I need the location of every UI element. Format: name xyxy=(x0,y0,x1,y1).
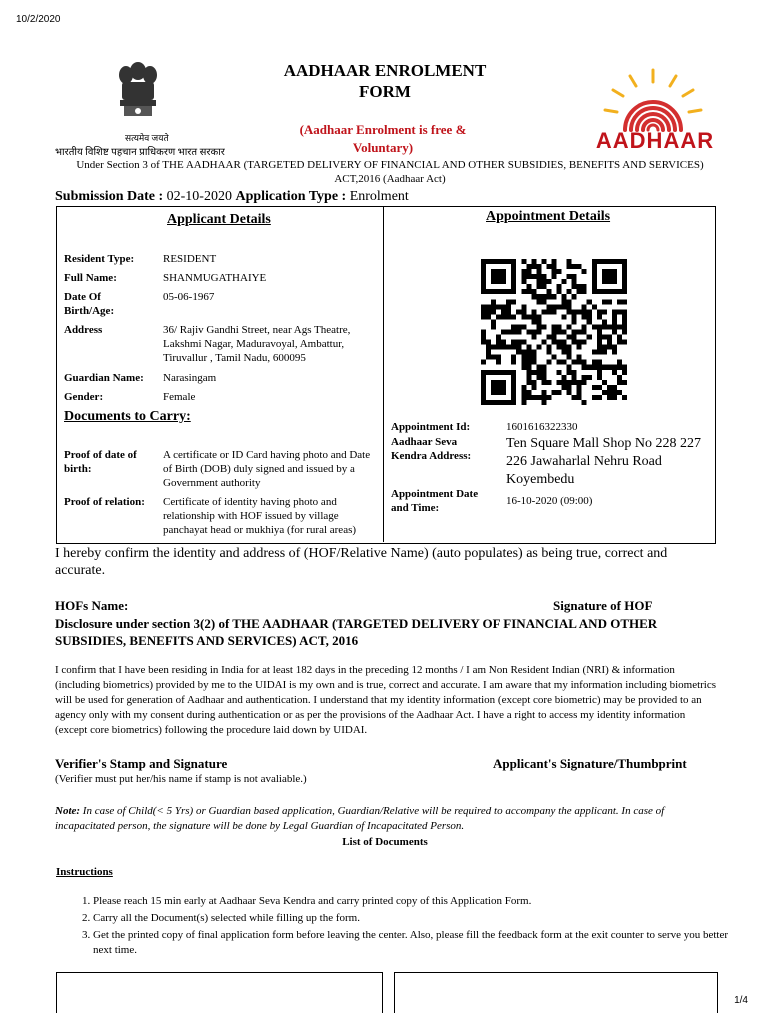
proof-relation-label: Proof of relation: xyxy=(64,496,145,508)
print-date: 10/2/2020 xyxy=(16,14,61,25)
appointment-datetime-value: 16-10-2020 (09:00) xyxy=(506,495,593,507)
resident-type-value: RESIDENT xyxy=(163,253,217,265)
gender-value: Female xyxy=(163,391,196,403)
instruction-item: 3. Get the printed copy of final application form before leaving the center. Also, please fill the feedback form at the exit counter to serve you better next time. xyxy=(93,928,738,958)
resident-type-label: Resident Type: xyxy=(64,253,135,265)
kendra-address-label: Aadhaar Seva Kendra Address: xyxy=(391,436,472,462)
appointment-details-heading: Appointment Details xyxy=(486,209,611,224)
note-text: In case of Child(< 5 Yrs) or Guardian based application, Guardian/Relative will be required to accompany the applicant. In case of incapacitated person, the signature will be done by Legal Guardian of Incapacitated Person. xyxy=(55,805,665,832)
full-name-value: SHANMUGATHAIYE xyxy=(163,272,267,284)
aadhaar-logo-text: AADHAAR xyxy=(595,128,715,153)
documents-heading: Documents to Carry: xyxy=(64,409,191,424)
application-type-value: Enrolment xyxy=(349,189,409,204)
instructions-list xyxy=(75,894,738,960)
qr-code xyxy=(481,257,627,407)
address-value: 36/ Rajiv Gandhi Street, near Ags Theatre, Lakshmi Nagar, Maduravoyal, Ambattur, Tiruvallur , Tamil Nadu, 600095 xyxy=(163,324,351,364)
submission-line xyxy=(55,189,409,205)
free-voluntary-note: (Aadhaar Enrolment is free & Voluntary) xyxy=(299,122,467,155)
act-reference: Under Section 3 of THE AADHAAR (TARGETED DELIVERY OF FINANCIAL AND OTHER SUBSIDIES, BENEFITS AND SERVICES) ACT,2016 (Aadhaar Act) xyxy=(76,159,704,185)
consent-paragraph: I confirm that I have been residing in India for at least 182 days in the preceding 12 months / I am Non Resident Indian (NRI) & information (including biometrics) provided by me to the UIDAI is my own and is true, correct and accurate. I am aware that my information including biometrics will be used for generation of Aadhaar and authentication. I understand that my identity information (except core biometric) may be provided to an agency only with my consent during authentication or as per the provisions of the Aadhaar Act. I have a right to access my identity information (except core biometrics) following the procedure laid down by UIDAI. xyxy=(55,664,717,736)
appointment-datetime-label: Appointment Date and Time: xyxy=(391,488,479,514)
disclosure-heading: Disclosure under section 3(2) of THE AADHAAR (TARGETED DELIVERY OF FINANCIAL AND OTHER SUBSIDIES, BENEFITS AND SERVICES) ACT, 2016 xyxy=(55,616,658,648)
submission-date-value: 02-10-2020 xyxy=(166,189,232,204)
instruction-item: 1. Please reach 15 min early at Aadhaar Seva Kendra and carry printed copy of this Application Form. xyxy=(93,894,738,909)
guardian-name-label: Guardian Name: xyxy=(64,372,144,384)
confirmation-text: I hereby confirm the identity and address of (HOF/Relative Name) (auto populates) as being true, correct and accurate. xyxy=(55,546,668,578)
proof-dob-value: A certificate or ID Card having photo and Date of Birth (DOB) duly signed and issued by a Government authority xyxy=(163,449,371,489)
proof-relation-value: Certificate of identity having photo and relationship with HOF issued by village panchayat head or mukhiya (for rural areas) xyxy=(163,496,357,536)
note-prefix: Note: xyxy=(55,805,81,817)
details-divider xyxy=(383,207,384,542)
bottom-box-left xyxy=(56,972,383,1013)
gender-label: Gender: xyxy=(64,391,104,403)
guardian-name-value: Narasingam xyxy=(163,372,217,384)
uidai-hindi-line: भारतीय विशिष्ट पहचान प्राधिकरण भारत सरकार xyxy=(55,147,225,158)
page-number: 1/4 xyxy=(734,995,748,1006)
national-emblem-icon xyxy=(116,55,160,127)
application-type-label: Application Type : xyxy=(235,189,347,204)
appointment-id-label: Appointment Id: xyxy=(391,421,471,433)
applicant-details-heading: Applicant Details xyxy=(167,212,271,227)
list-of-documents-heading: List of Documents xyxy=(342,836,428,848)
verifier-note: (Verifier must put her/his name if stamp is not avaliable.) xyxy=(55,773,307,785)
verifier-stamp-label: Verifier's Stamp and Signature xyxy=(55,756,228,771)
note-paragraph xyxy=(55,804,720,834)
bottom-box-right xyxy=(394,972,718,1013)
form-title: AADHAAR ENROLMENT FORM xyxy=(283,61,487,101)
aadhaar-logo xyxy=(585,62,720,162)
instruction-item: 2. Carry all the Document(s) selected while filling up the form. xyxy=(93,911,738,926)
emblem-motto: सत्यमेव जयते xyxy=(125,133,169,143)
proof-dob-label: Proof of date of birth: xyxy=(64,449,137,475)
instructions-heading: Instructions xyxy=(56,866,113,878)
kendra-address-value: Ten Square Mall Shop No 228 227 226 Jawaharlal Nehru Road Koyembedu xyxy=(506,436,702,487)
address-label: Address xyxy=(64,324,103,336)
hof-signature-label: Signature of HOF xyxy=(553,598,653,613)
appointment-id-value: 1601616322330 xyxy=(506,421,578,433)
dob-label: Date Of Birth/Age: xyxy=(64,291,115,317)
applicant-signature-label: Applicant's Signature/Thumbprint xyxy=(493,756,687,771)
submission-date-label: Submission Date : xyxy=(55,189,164,204)
dob-value: 05-06-1967 xyxy=(163,291,215,303)
hof-name-label: HOFs Name: xyxy=(55,598,129,613)
full-name-label: Full Name: xyxy=(64,272,117,284)
